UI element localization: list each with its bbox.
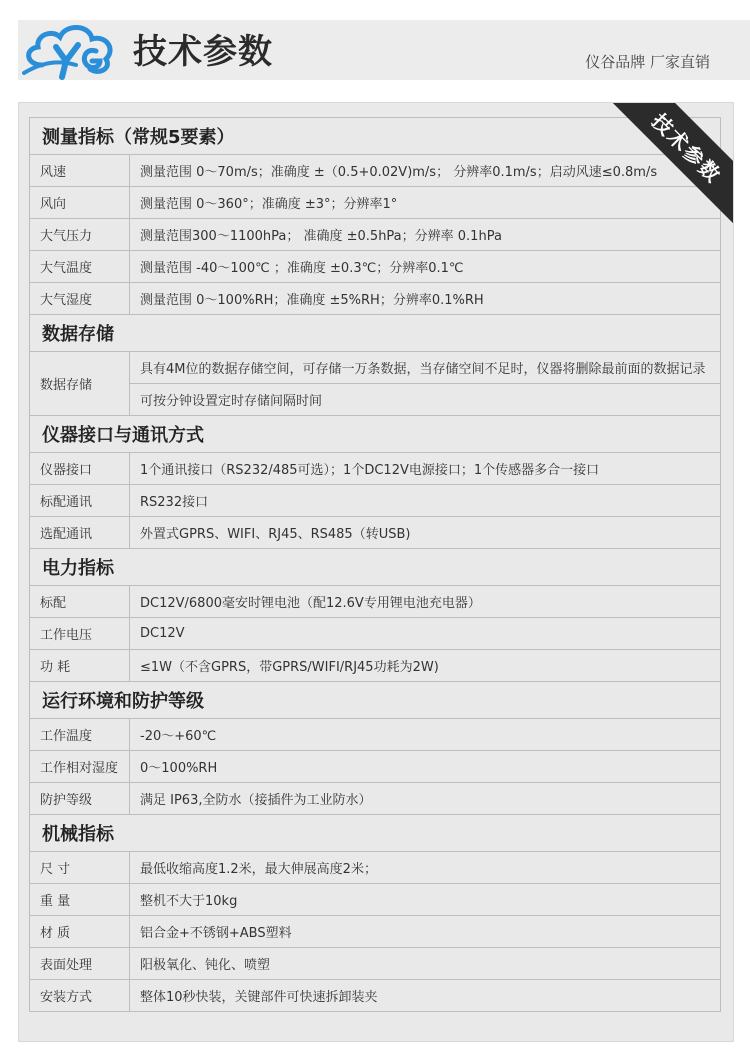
row-label: 大气湿度 [30, 283, 130, 315]
section-title: 运行环境和防护等级 [30, 682, 721, 719]
row-label: 表面处理 [30, 948, 130, 980]
spec-table [29, 117, 721, 1012]
row-label: 安装方式 [30, 980, 130, 1012]
row-value: 测量范围 0～360°；准确度 ±3°；分辨率1° [130, 187, 721, 219]
table-row [30, 187, 721, 219]
row-value: RS232接口 [130, 485, 721, 517]
row-label: 标配 [30, 586, 130, 618]
brand-slogan: 仪谷品牌 厂家直销 [585, 53, 710, 71]
table-row [30, 251, 721, 283]
row-label: 尺 寸 [30, 852, 130, 884]
table-row [30, 650, 721, 682]
section-title: 电力指标 [30, 549, 721, 586]
row-label: 工作电压 [30, 618, 130, 650]
row-value: DC12V [130, 618, 721, 650]
table-row [30, 852, 721, 884]
table-row [30, 948, 721, 980]
row-value: -20～+60℃ [130, 719, 721, 751]
table-row [30, 783, 721, 815]
table-row [30, 384, 721, 416]
row-value: 阳极氧化、钝化、喷塑 [130, 948, 721, 980]
row-label: 数据存储 [30, 352, 130, 416]
table-row [30, 283, 721, 315]
section-title: 测量指标（常规5要素） [30, 118, 721, 155]
row-value: 整机不大于10kg [130, 884, 721, 916]
row-label: 大气温度 [30, 251, 130, 283]
section-header [30, 118, 721, 155]
table-row [30, 517, 721, 549]
row-value: 满足 IP63,全防水（接插件为工业防水） [130, 783, 721, 815]
row-value: DC12V/6800毫安时锂电池（配12.6V专用锂电池充电器） [130, 586, 721, 618]
row-value: ≤1W（不含GPRS，带GPRS/WIFI/RJ45功耗为2W) [130, 650, 721, 682]
row-value: 测量范围 0～70m/s；准确度 ±（0.5+0.02V)m/s； 分辨率0.1m/s；启动风速≤0.8m/s [130, 155, 721, 187]
row-value: 0～100%RH [130, 751, 721, 783]
row-value: 最低收缩高度1.2米，最大伸展高度2米； [130, 852, 721, 884]
row-label: 工作温度 [30, 719, 130, 751]
row-label: 风速 [30, 155, 130, 187]
row-label: 选配通讯 [30, 517, 130, 549]
row-value: 测量范围 0～100%RH；准确度 ±5%RH；分辨率0.1%RH [130, 283, 721, 315]
table-row [30, 980, 721, 1012]
row-value: 铝合金+不锈钢+ABS塑料 [130, 916, 721, 948]
row-label: 材 质 [30, 916, 130, 948]
row-label: 标配通讯 [30, 485, 130, 517]
section-title: 机械指标 [30, 815, 721, 852]
corner-ribbon: 技术参数 [602, 102, 734, 233]
table-row [30, 916, 721, 948]
row-label: 仪器接口 [30, 453, 130, 485]
section-header [30, 815, 721, 852]
brand-logo-icon [20, 21, 120, 83]
section-title: 数据存储 [30, 315, 721, 352]
row-value: 整体10秒快装，关键部件可快速拆卸装夹 [130, 980, 721, 1012]
table-row [30, 751, 721, 783]
row-value: 具有4M位的数据存储空间，可存储一万条数据，当存储空间不足时，仪器将删除最前面的数据记录 [130, 352, 721, 384]
table-row [30, 219, 721, 251]
row-value: 可按分钟设置定时存储间隔时间 [130, 384, 721, 416]
section-header [30, 416, 721, 453]
spec-sheet [18, 102, 734, 1042]
row-value: 外置式GPRS、WIFI、RJ45、RS485（转USB) [130, 517, 721, 549]
table-row [30, 884, 721, 916]
row-label: 防护等级 [30, 783, 130, 815]
table-row [30, 155, 721, 187]
section-header [30, 682, 721, 719]
table-row [30, 352, 721, 384]
table-row [30, 618, 721, 650]
row-label: 风向 [30, 187, 130, 219]
page-title: 技术参数 [133, 32, 273, 72]
row-value: 测量范围 -40～100℃ ；准确度 ±0.3℃；分辨率0.1℃ [130, 251, 721, 283]
row-value: 1个通讯接口（RS232/485可选）；1个DC12V电源接口；1个传感器多合一接口 [130, 453, 721, 485]
row-label: 功 耗 [30, 650, 130, 682]
section-title: 仪器接口与通讯方式 [30, 416, 721, 453]
row-value: 测量范围300～1100hPa； 准确度 ±0.5hPa；分辨率 0.1hPa [130, 219, 721, 251]
table-row [30, 453, 721, 485]
table-row [30, 586, 721, 618]
row-label: 工作相对湿度 [30, 751, 130, 783]
table-row [30, 485, 721, 517]
section-header [30, 549, 721, 586]
section-header [30, 315, 721, 352]
row-label: 大气压力 [30, 219, 130, 251]
table-row [30, 719, 721, 751]
row-label: 重 量 [30, 884, 130, 916]
